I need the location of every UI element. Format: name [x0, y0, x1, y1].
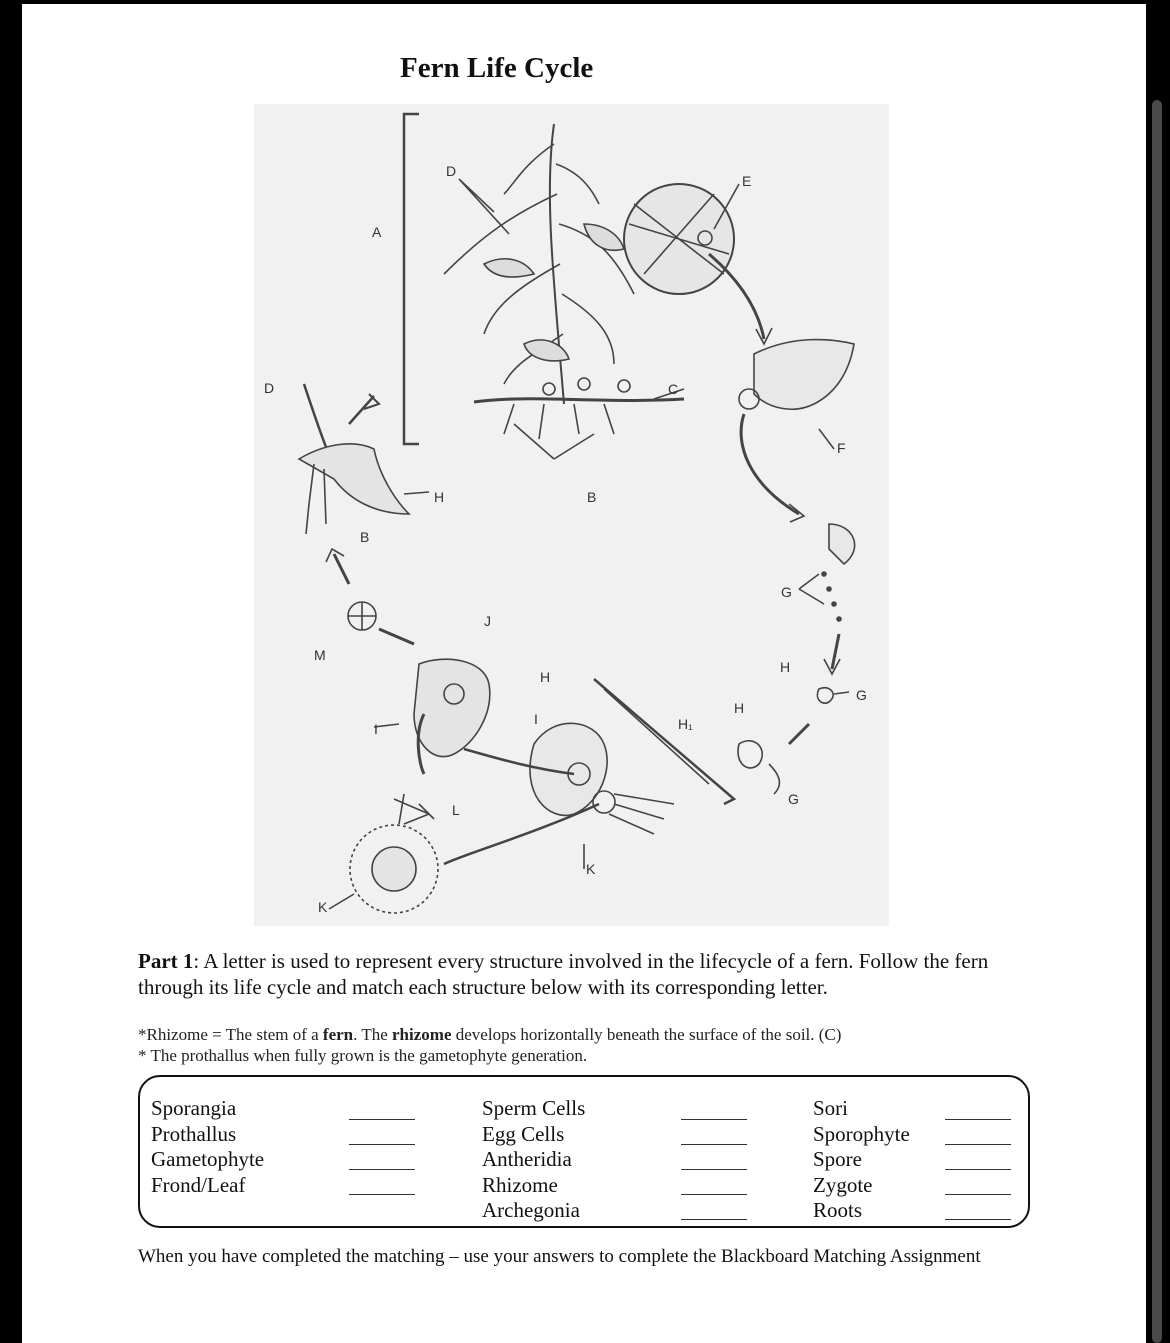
label-F: F [837, 440, 846, 456]
answer-blank-sporophyte[interactable] [945, 1144, 1011, 1146]
rhizome-note-eq: = The stem of a [207, 1025, 323, 1044]
label-H-middle: H [540, 669, 551, 685]
label-H1: H₁ [678, 716, 693, 732]
label-J: J [484, 613, 491, 629]
term: Spore [813, 1147, 862, 1171]
part1-heading: Part 1 [138, 949, 194, 973]
label-G-right: G [856, 687, 867, 703]
term: Zygote [813, 1172, 873, 1197]
label-K-left: K [318, 899, 328, 915]
label-H-top: H [434, 489, 445, 505]
answer-blank-prothallus[interactable] [349, 1144, 415, 1146]
label-D-left: D [264, 380, 275, 396]
footer-instructions: When you have completed the matching – use your answers to complete the Blackboard Matching Assignment [138, 1246, 981, 1267]
answer-blank-spore[interactable] [945, 1169, 1011, 1171]
term: Archegonia [482, 1198, 580, 1222]
label-B-center: B [587, 489, 597, 505]
answer-blank-sori[interactable] [945, 1119, 1011, 1121]
rhizome-note-prefix: *Rhizome [138, 1025, 208, 1044]
term: Prothallus [151, 1121, 237, 1146]
answer-blank-archegonia[interactable] [681, 1219, 747, 1221]
rhizome-note [138, 1024, 1038, 1045]
rhizome-note-fern: fern [322, 1025, 354, 1044]
answer-blank-antheridia[interactable] [681, 1169, 747, 1171]
label-G-upper: G [781, 584, 792, 600]
label-H-lower: H [734, 700, 745, 716]
label-K-center: K [586, 861, 596, 877]
answer-blank-frond-leaf[interactable] [349, 1194, 415, 1196]
term: Gametophyte [151, 1147, 265, 1171]
label-E: E [742, 173, 752, 189]
label-H-right: H [780, 659, 791, 675]
label-A: A [372, 224, 382, 240]
page-title: Fern Life Cycle [400, 52, 594, 84]
part1-text: : A letter is used to represent every structure involved in the lifecycle of a fern. Follow the fern through its life cycle and match each structure below with its corresponding letter. [138, 949, 989, 999]
label-L: L [452, 802, 460, 818]
term: Antheridia [482, 1147, 572, 1171]
answer-blank-sporangia[interactable] [349, 1119, 415, 1121]
answer-blank-roots[interactable] [945, 1219, 1011, 1221]
answer-blank-gametophyte[interactable] [349, 1169, 415, 1171]
label-B-left: B [360, 529, 370, 545]
answer-blank-zygote[interactable] [945, 1194, 1011, 1196]
term: Sporangia [151, 1096, 237, 1120]
rhizome-note-bold: rhizome [392, 1025, 452, 1044]
part1-instructions [138, 948, 998, 1000]
prothallus-note: * The prothallus when fully grown is the gametophyte generation. [138, 1046, 588, 1065]
term: Roots [813, 1198, 863, 1222]
answer-blank-sperm-cells[interactable] [681, 1119, 747, 1121]
term: Rhizome [482, 1172, 558, 1197]
term: Egg Cells [482, 1121, 565, 1146]
label-C: C [668, 381, 679, 397]
label-I-center: I [534, 711, 538, 727]
term: Sperm Cells [482, 1096, 586, 1120]
label-I-left: I [374, 721, 378, 737]
rhizome-note-mid: . The [353, 1025, 393, 1044]
label-M: M [314, 647, 326, 663]
matching-column-2 [482, 1096, 585, 1224]
scrollbar-thumb[interactable] [1152, 100, 1162, 1343]
term: Sporophyte [813, 1121, 910, 1146]
answer-blank-rhizome[interactable] [681, 1194, 747, 1196]
label-D-top: D [446, 163, 457, 179]
term: Sori [813, 1096, 849, 1120]
diagram-drawing [254, 104, 889, 926]
label-G-lower: G [788, 791, 799, 807]
answer-blank-egg-cells[interactable] [681, 1144, 747, 1146]
matching-column-1 [151, 1096, 264, 1198]
rhizome-note-rest: develops horizontally beneath the surface of the soil. (C) [451, 1025, 842, 1044]
notes [138, 1024, 1038, 1066]
matching-column-3 [813, 1096, 910, 1224]
term: Frond/Leaf [151, 1172, 246, 1197]
fern-life-cycle-diagram [254, 104, 889, 926]
